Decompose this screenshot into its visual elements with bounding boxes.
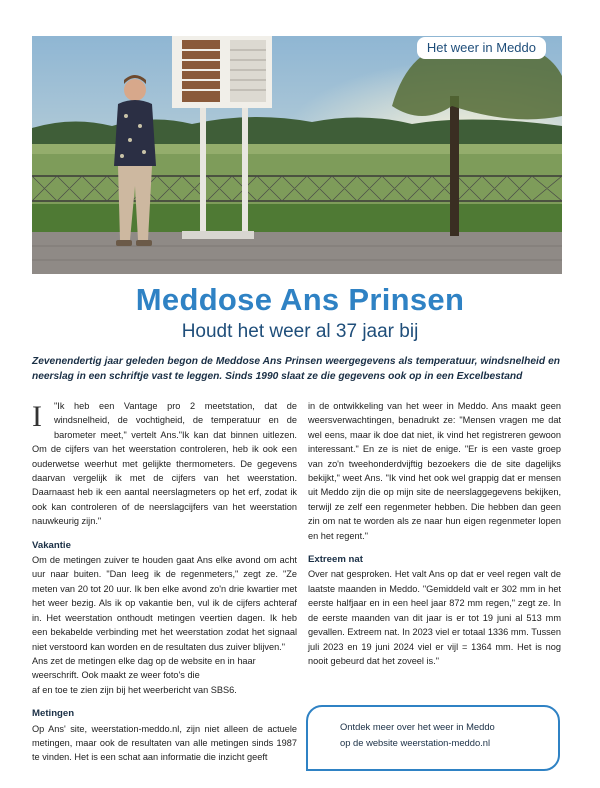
section-heading-vakantie: Vakantie xyxy=(32,539,71,551)
callout-line-1: Ontdek meer over het weer in Meddo xyxy=(340,721,495,732)
article-title: Meddose Ans Prinsen xyxy=(135,282,465,317)
callout-line-2: op de website weerstation-meddo.nl xyxy=(340,737,491,748)
hero-photo xyxy=(32,36,562,274)
section-heading-extreem-nat: Extreem nat xyxy=(308,554,363,566)
paragraph: Ans zet de metingen elke dag op de website en in haar weerschrift. Ook maakt ze weer foto's die xyxy=(32,655,256,681)
article-subtitle: Houdt het weer al 37 jaar bij xyxy=(181,321,419,342)
article-column-right xyxy=(308,399,561,668)
paragraph: af en toe te zien zijn bij het weerbericht van SBS6. xyxy=(32,684,237,695)
website-callout-box xyxy=(306,705,560,771)
section-heading-metingen: Metingen xyxy=(32,708,75,720)
article-column-left xyxy=(32,399,297,765)
paragraph: in de ontwikkeling van het weer in Meddo. Ans maakt geen weersverwachtingen, benadrukt ze: "Mensen vragen me dat wel eens, maar ik doe dat niet, ik vind het registreren gewoon interessant." En ze is niet de enige. "Er is een vaste groep van zo'n tweehonderdvijftig bezoekers die de site dagelijks bekijkt," weet Ans. "Ik vind het ook wel grappig dat er mensen uit Meddo zijn die op mijn site de neerslaggegevens bekijken, terwijl ze zelf een regenmeter hebben. Die hebben dan geen zin om nat te worden als ze naar hun eigen regenmeter lopen en het regent." xyxy=(308,401,561,541)
weather-hut-photo xyxy=(32,36,562,274)
paragraph: Over nat gesproken. Het valt Ans op dat er veel regen valt de laatste maanden in Meddo. "Gemiddeld valt er 302 mm in het eerste halfjaar en in een heel jaar 872 mm regen," zegt ze. In de eerste maanden van dit jaar is er tot 19 juni al 513 mm gevallen. Extreem nat. In 2023 viel er totaal 1336 mm. Tussen juli 2023 en 19 juni 2024 viel er vijl = 1364 mm. Het is nog nooit gebeurd dat het zoveel is." xyxy=(308,569,561,666)
drop-cap: I xyxy=(32,400,42,433)
paragraph: "Ik heb een Vantage pro 2 meetstation, dat de windsnelheid, de vochtigheid, de temperatuur en de barometer meet," vertelt Ans."Ik kan dat binnen uitlezen. Om de cijfers van het weerstation controleren, heb ik ook een ouderwetse weerhut met gelijkte thermometers. De gegevens daarvan vergelijk ik met de cijfers van het weerstation. Daarnaast heb ik een aantal neerslagmeters op het erf, zodat ik ook kan controleren of de neerslagcijfers van het weerstation nauwkeurig zijn." xyxy=(32,401,297,527)
paragraph: Om de metingen zuiver te houden gaat Ans elke avond om acht uur naar buiten. "Dan leeg ik de regenmeters," zegt ze. "Ze meten van 20 tot 20 uur. Ik ben elke avond zo'n drie kwartier met het weer bezig. Als ik op vakantie ben, vul ik de cijfers achteraf in. Het weerstation onthoudt metingen veertien dagen. Ik heb een bekabelde verbinding met het weerstation zodat het signaal niet verstoord kan worden en de resultaten dus zuiver blijven." xyxy=(32,555,297,652)
paragraph: Op Ans' site, weerstation-meddo.nl, zijn niet alleen de actuele metingen, maar ook de resultaten van alle metingen sinds 1987 te vinden. Het is een schat aan informatie die inzicht geeft xyxy=(32,723,297,763)
article-intro: Zevenendertig jaar geleden begon de Meddose Ans Prinsen weergegevens als temperatuur, windsnelheid en neerslag in een schriftje vast te leggen. Sinds 1990 slaat ze die gegevens ook op in een Excelbestand xyxy=(32,356,560,382)
section-tag: Het weer in Meddo xyxy=(417,37,546,59)
